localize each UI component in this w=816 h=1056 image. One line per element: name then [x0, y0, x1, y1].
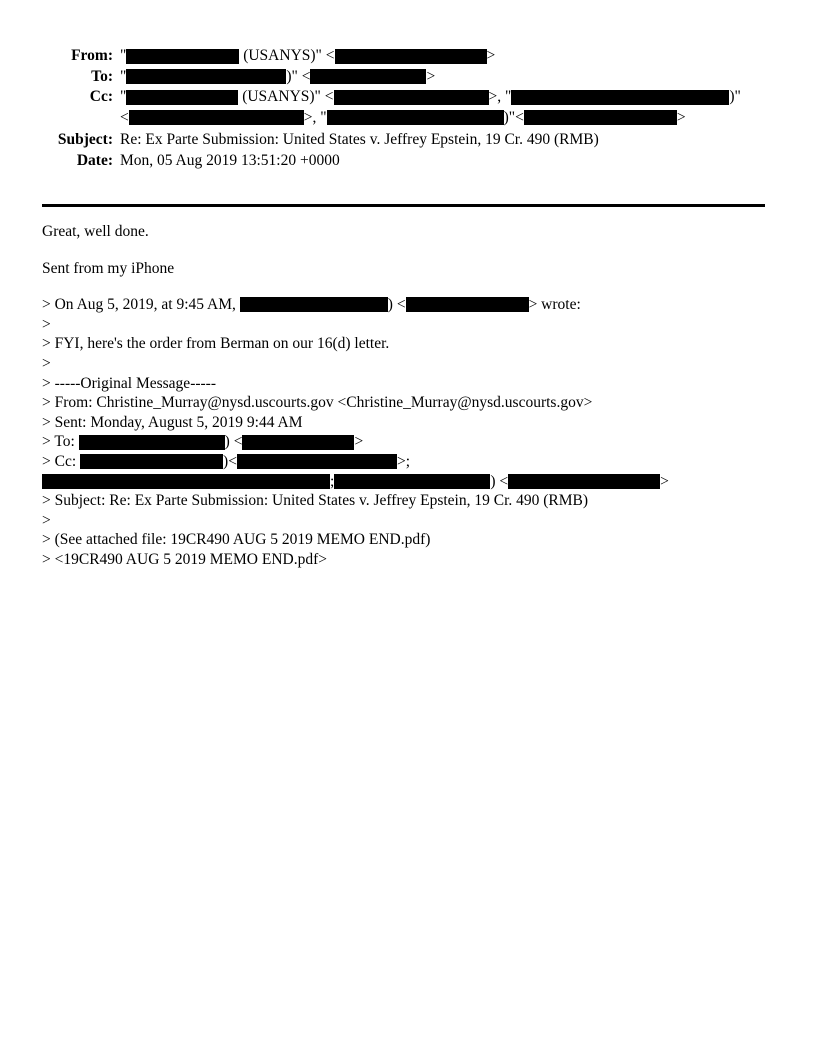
- quoted-line-cc: [42, 452, 772, 472]
- to-value: [120, 67, 772, 88]
- redaction-bar: [334, 90, 489, 105]
- redaction-bar: [406, 297, 529, 312]
- cc-label: Cc:: [89, 88, 113, 105]
- date-text: Mon, 05 Aug 2019 13:51:20 +0000: [120, 151, 340, 169]
- cc-cont-paren-quote: )": [503, 108, 516, 126]
- cc-value: [120, 87, 772, 108]
- subject-text: Re: Ex Parte Submission: United States v. Jeffrey Epstein, 19 Cr. 490 (RMB): [120, 131, 599, 148]
- cc-angle-close: >: [488, 88, 498, 105]
- to-angle-close: >: [426, 67, 436, 85]
- to-quote-open: ": [120, 67, 127, 85]
- cc-cont-angle-close: >: [303, 108, 313, 126]
- email-body: [42, 222, 772, 570]
- quote-to-angle-open: <: [233, 433, 243, 451]
- redaction-bar: [334, 474, 490, 489]
- redaction-bar: [126, 49, 239, 64]
- redaction-bar: [240, 297, 388, 312]
- quote-angle-open: <: [396, 296, 406, 314]
- redaction-bar: [79, 435, 225, 450]
- quoted-line-original-message: > -----Original Message-----: [42, 374, 216, 392]
- from-label: From:: [71, 47, 113, 64]
- cc-cont-comma-quote: , ": [312, 108, 327, 126]
- redaction-bar: [126, 69, 286, 84]
- quote-cc-angle-open: <: [228, 452, 237, 470]
- redaction-bar: [126, 90, 238, 105]
- quote-to-paren: ): [224, 433, 234, 451]
- cc-paren-quote-close: )": [729, 88, 741, 105]
- to-paren-quote: )": [286, 67, 302, 85]
- body-spacer: [42, 278, 772, 295]
- body-line-greeting: Great, well done.: [42, 223, 149, 240]
- redaction-bar: [237, 454, 397, 469]
- cc-cont-angle-close-2: >: [676, 108, 686, 126]
- quoted-line-blank: >: [42, 315, 51, 333]
- redaction-bar: [310, 69, 426, 84]
- quoted-message: [42, 295, 772, 569]
- from-angle-open: <: [325, 47, 335, 64]
- quoted-line-on-wrote: [42, 295, 772, 315]
- header-row-subject: [42, 130, 772, 151]
- quoted-line-blank: >: [42, 511, 51, 529]
- quote-cc-label: > Cc:: [42, 452, 81, 470]
- redaction-bar: [524, 110, 677, 125]
- redaction-bar: [327, 110, 504, 125]
- quoted-line-attachment-note: > (See attached file: 19CR490 AUG 5 2019 MEMO END.pdf): [42, 531, 431, 549]
- quoted-line-to: [42, 432, 772, 452]
- quoted-line-cc-cont: [42, 472, 772, 492]
- subject-value: [120, 130, 772, 151]
- quoted-line-subject: > Subject: Re: Ex Parte Submission: United States v. Jeffrey Epstein, 19 Cr. 490 (RMB): [42, 492, 589, 510]
- from-quote-open: ": [120, 47, 127, 64]
- redaction-bar: [511, 90, 729, 105]
- cc-cont-angle-open-2: <: [515, 108, 524, 126]
- quote-cc-cont-paren: ): [490, 472, 500, 490]
- quote-wrote-text: > wrote:: [528, 296, 581, 314]
- redaction-bar: [42, 474, 330, 489]
- header-row-cc-cont: [42, 108, 772, 129]
- email-header: [42, 46, 772, 171]
- from-value: [120, 46, 772, 67]
- body-line-signature: Sent from my iPhone: [42, 259, 175, 277]
- subject-label: Subject:: [57, 131, 113, 148]
- redaction-bar: [129, 110, 304, 125]
- quote-to-angle-close: >: [354, 433, 364, 451]
- cc-cont-angle-open: <: [120, 108, 129, 126]
- quoted-line-sent: > Sent: Monday, August 5, 2019 9:44 AM: [42, 413, 303, 431]
- quote-cc-cont-angle-close: >: [660, 472, 669, 490]
- quoted-line-attachment-name: > <19CR490 AUG 5 2019 MEMO END.pdf>: [42, 550, 327, 568]
- redaction-bar: [242, 435, 354, 450]
- quoted-line-fyi: > FYI, here's the order from Berman on our 16(d) letter.: [42, 335, 390, 353]
- date-value: [120, 151, 772, 172]
- cc-angle-open: <: [324, 88, 334, 105]
- quote-cc-cont-angle-open: <: [499, 472, 509, 490]
- quote-cc-paren: ): [223, 452, 229, 470]
- header-row-to: [42, 67, 772, 88]
- body-spacer: [42, 242, 772, 259]
- quote-paren: ): [387, 296, 397, 314]
- cc-quote-open: ": [120, 88, 127, 105]
- quote-cc-cont-semicolon: ;: [330, 472, 335, 490]
- from-angle-close: >: [486, 47, 496, 64]
- quote-cc-angle-close: >;: [396, 452, 411, 470]
- from-usanys-text: (USANYS)": [239, 47, 326, 64]
- quoted-line-from: > From: Christine_Murray@nysd.uscourts.gov <Christine_Murray@nysd.uscourts.gov>: [42, 394, 593, 412]
- cc-comma-quote: , ": [497, 88, 512, 105]
- to-angle-open: <: [301, 67, 311, 85]
- redaction-bar: [335, 49, 487, 64]
- header-row-cc: [42, 87, 772, 108]
- header-row-from: [42, 46, 772, 67]
- redaction-bar: [80, 454, 223, 469]
- header-row-date: [42, 151, 772, 172]
- redaction-bar: [508, 474, 660, 489]
- cc-continuation-value: [120, 108, 772, 129]
- to-label: To:: [91, 67, 113, 85]
- quote-on-date-text: > On Aug 5, 2019, at 9:45 AM,: [42, 296, 240, 314]
- quoted-line-blank: >: [42, 354, 51, 372]
- quote-to-label: > To:: [42, 433, 79, 451]
- date-label: Date:: [76, 151, 113, 169]
- header-body-divider: [42, 204, 765, 207]
- cc-usanys-text: (USANYS)": [238, 88, 325, 105]
